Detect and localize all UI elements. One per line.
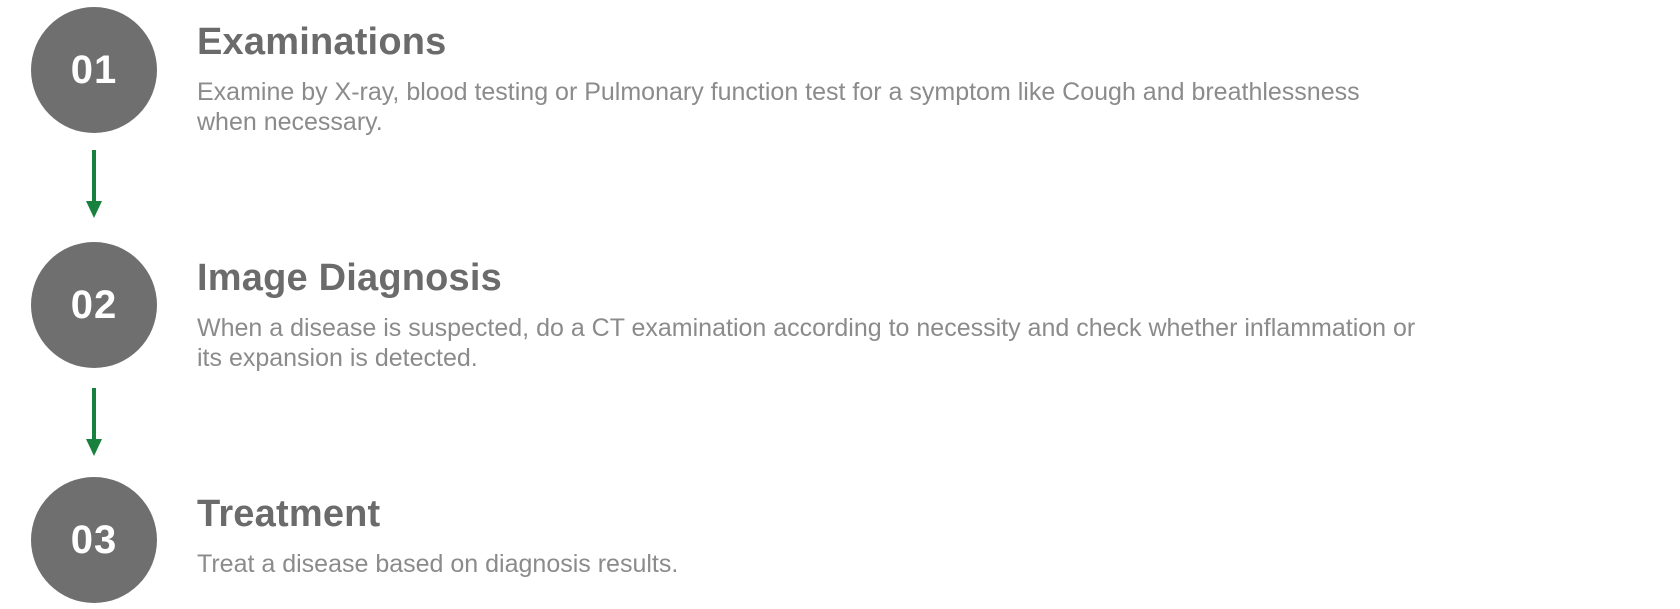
step-1-title: Examinations — [197, 21, 447, 63]
arrow-down-icon — [85, 150, 103, 218]
step-3-number-badge — [31, 477, 157, 603]
step-2-text — [197, 256, 1557, 373]
step-2-description — [197, 313, 1557, 373]
step-3-text — [197, 492, 1557, 579]
step-1-text — [197, 20, 1557, 137]
step-2-description-line-1: When a disease is suspected, do a CT examination according to necessity and check whether inflammation or — [197, 314, 1416, 342]
step-2-number-badge — [31, 242, 157, 368]
step-2-number: 02 — [70, 283, 118, 327]
step-3-description — [197, 549, 1557, 579]
step-2-title: Image Diagnosis — [197, 257, 502, 299]
step-2-description-line-2: its expansion is detected. — [197, 344, 478, 372]
step-1-description — [197, 77, 1557, 137]
step-1-number-badge — [31, 7, 157, 133]
arrow-down-icon — [85, 388, 103, 456]
step-3-number: 03 — [70, 518, 118, 562]
step-1-number: 01 — [70, 48, 118, 92]
step-1-description-line-2: when necessary. — [197, 108, 383, 136]
step-3-description-line-1: Treat a disease based on diagnosis results. — [197, 550, 679, 578]
step-3-title: Treatment — [197, 493, 381, 535]
step-1-description-line-1: Examine by X-ray, blood testing or Pulmonary function test for a symptom like Cough and breathlessness — [197, 78, 1360, 106]
